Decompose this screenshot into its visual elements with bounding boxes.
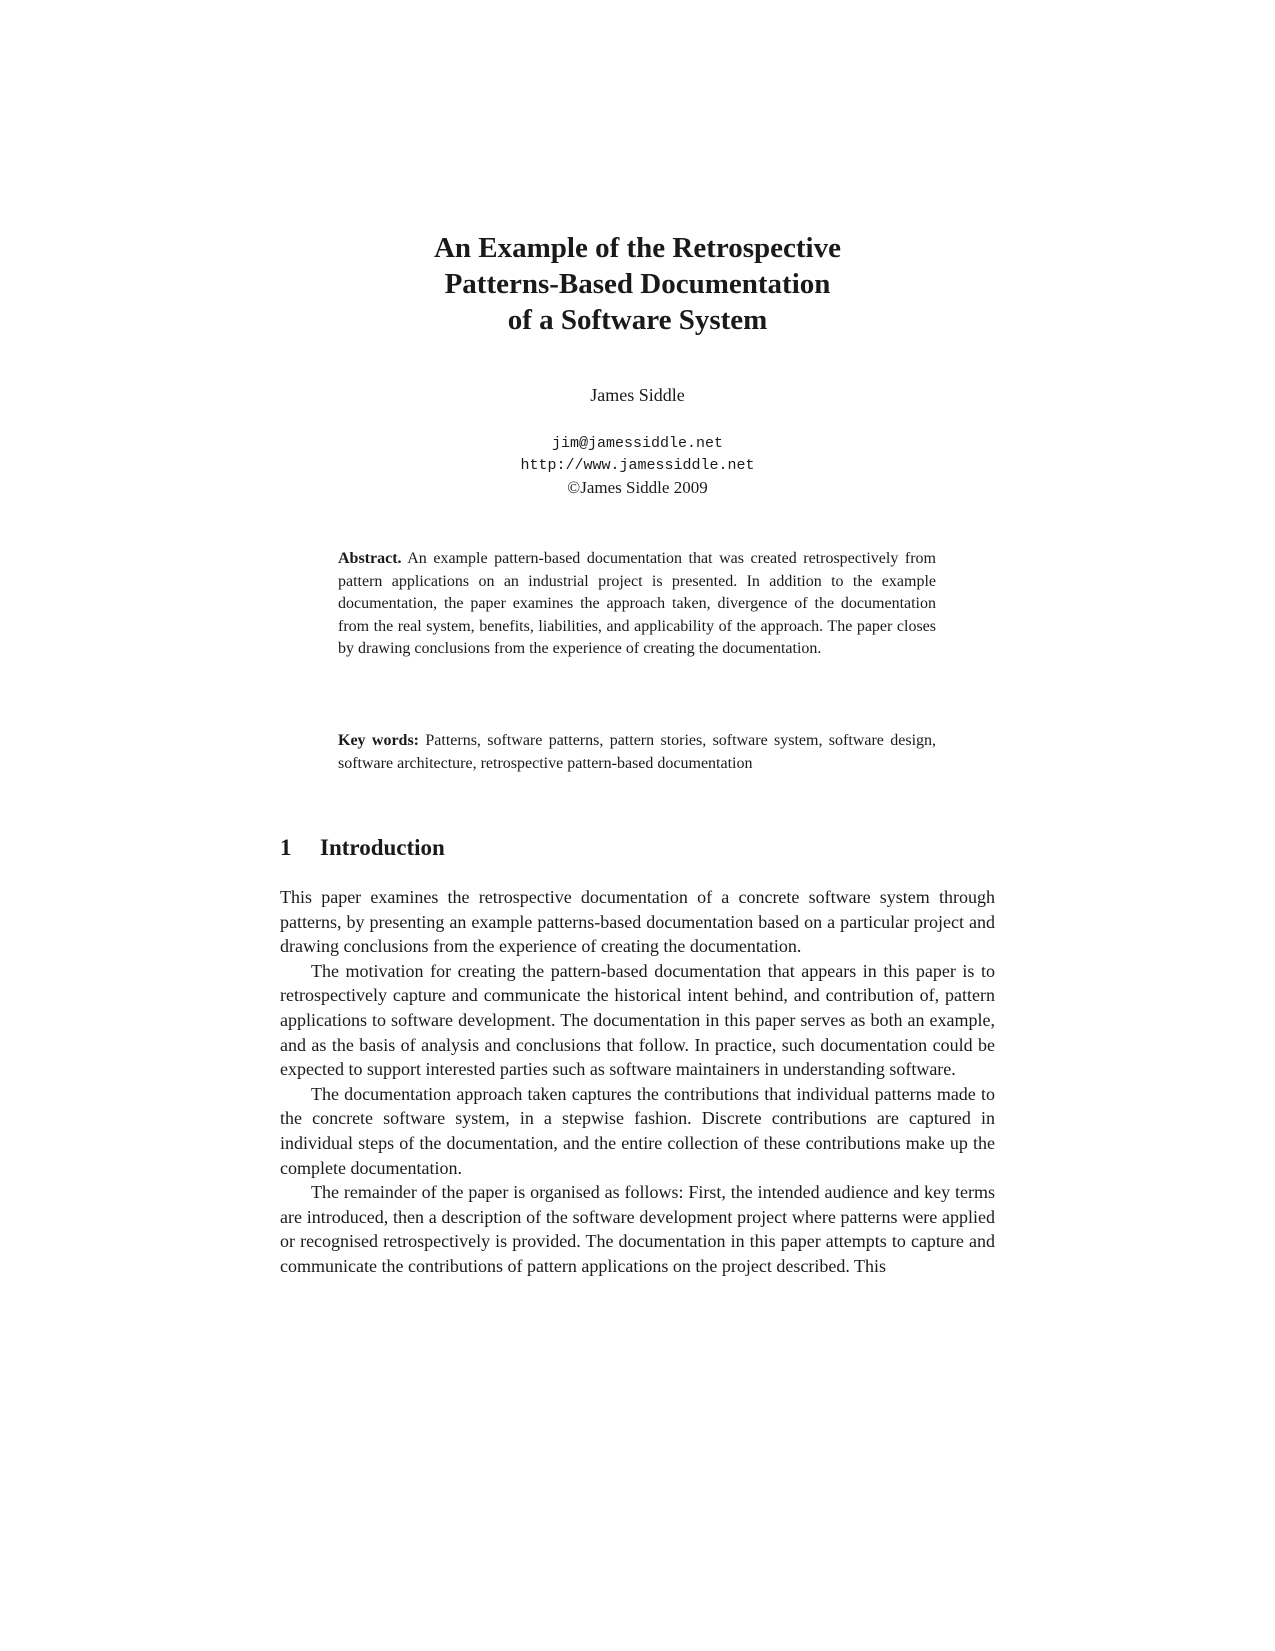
paragraph: The documentation approach taken captures the contributions that individual patterns made to the concrete software system, in a stepwise fashion. Discrete contributions are captured in individual steps of the documentation, and the entire collection of these contributions make up the complete documentation. — [280, 1083, 995, 1178]
paragraph: This paper examines the retrospective documentation of a concrete software system through patterns, by presenting an example patterns-based documentation based on a particular project and drawing conclusions from the experience of creating the documentation. — [280, 887, 995, 957]
author-contact — [0, 433, 1275, 499]
paper-title — [0, 230, 1275, 338]
title-line: of a Software System — [507, 304, 768, 336]
abstract-label: Abstract. — [338, 550, 402, 567]
section-body — [280, 885, 995, 1279]
keywords — [338, 730, 936, 775]
title-line: Patterns-Based Documentation — [444, 268, 831, 300]
author-website: http://www.jamessiddle.net — [520, 457, 755, 474]
keywords-text: Patterns, software patterns, pattern stories, software system, software design, software architecture, retrospective pattern-based documentation — [338, 732, 937, 772]
copyright-notice: ©James Siddle 2009 — [567, 478, 708, 497]
abstract — [338, 548, 936, 661]
section-heading — [280, 834, 1000, 862]
section-title: Introduction — [320, 835, 445, 860]
keywords-label: Key words: — [338, 732, 420, 749]
abstract-text: An example pattern-based documentation that was created retrospectively from pattern applications on an industrial project is presented. In addition to the example documentation, the paper examines the approach taken, divergence of the documentation from the real system, benefits, liabilities, and applicability of the approach. The paper closes by drawing conclusions from the experience of creating the documentation. — [338, 550, 936, 658]
author-name: James Siddle — [590, 385, 685, 405]
author-email: jim@jamessiddle.net — [551, 435, 724, 452]
paragraph: The motivation for creating the pattern-based documentation that appears in this paper is to retrospectively capture and communicate the historical intent behind, and contribution of, pattern applications to software development. The documentation in this paper serves as both an example, and as the basis of analysis and conclusions that follow. In practice, such documentation could be expected to support interested parties such as software maintainers in understanding software. — [280, 960, 995, 1080]
title-line: An Example of the Retrospective — [433, 232, 841, 264]
paragraph: The remainder of the paper is organised as follows: First, the intended audience and key terms are introduced, then a description of the software development project where patterns were applied or recognised retrospectively is provided. The documentation in this paper attempts to capture and communicate the contributions of pattern applications on the project described. This — [280, 1182, 995, 1276]
section-number: 1 — [280, 835, 292, 860]
